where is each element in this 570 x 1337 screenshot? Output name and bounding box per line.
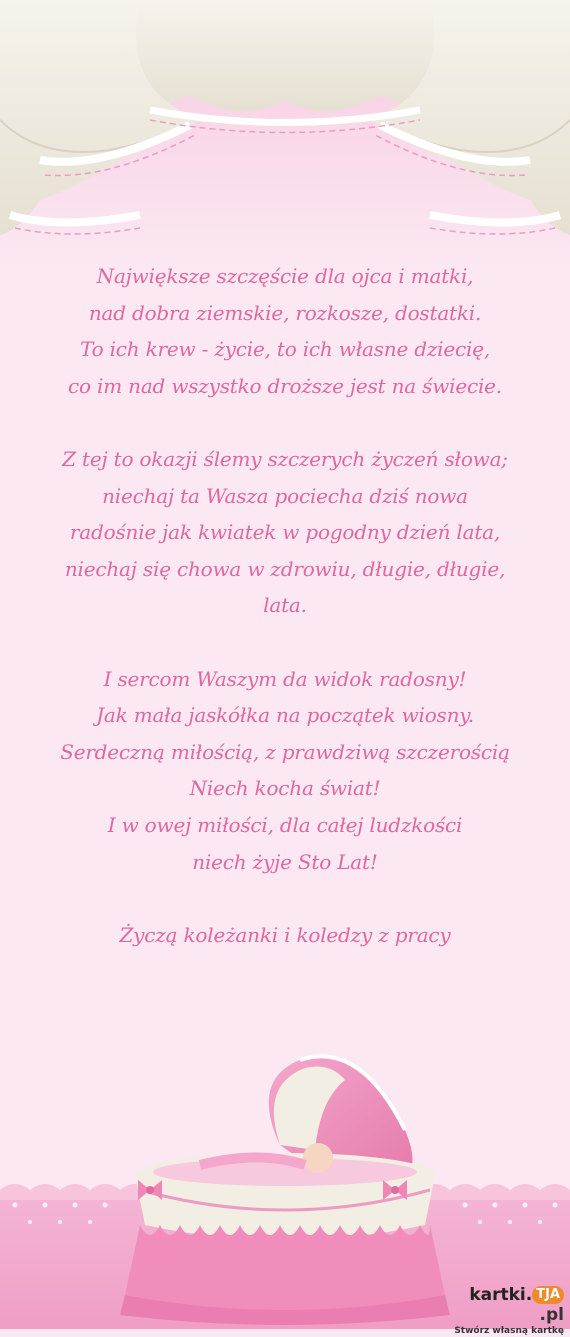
text-line: radośnie jak kwiatek w pogodny dzień lata, xyxy=(69,520,501,545)
text-line: nad dobra ziemskie, rozkosze, dostatki. xyxy=(88,300,482,325)
text-line: Jak mała jaskółka na początek wiosny. xyxy=(96,703,474,728)
greeting-text xyxy=(0,258,570,953)
brand-part-c: .pl xyxy=(539,1305,564,1325)
curtain-illustration xyxy=(0,0,570,270)
text-line: I w owej miłości, dla całej ludzkości xyxy=(107,812,463,837)
text-line: lata. xyxy=(263,593,307,618)
text-line: co im nad wszystko droższe jest na świecie. xyxy=(68,373,502,398)
text-line: Niech kocha świat! xyxy=(189,776,381,801)
text-line: Największe szczęście dla ojca i matki, xyxy=(96,264,474,288)
brand-logo[interactable] xyxy=(454,1285,564,1336)
signature-line: Życzą koleżanki i koledzy z pracy xyxy=(119,922,451,947)
brand-part-b: TJA xyxy=(532,1286,564,1304)
stanza-gap xyxy=(0,880,570,917)
brand-wordmark xyxy=(454,1285,564,1325)
text-line: I sercom Waszym da widok radosny! xyxy=(103,666,467,691)
text-line: To ich krew - życie, to ich własne dziecię, xyxy=(79,337,490,362)
brand-part-a: kartki. xyxy=(469,1285,533,1305)
text-line: niechaj ta Wasza pociecha dziś nowa xyxy=(102,483,468,508)
stanza-gap xyxy=(0,624,570,661)
stanza-gap xyxy=(0,404,570,441)
text-line: Serdeczną miłością, z prawdziwą szczerością xyxy=(60,739,510,764)
text-line: niechaj się chowa w zdrowiu, długie, długie, xyxy=(64,556,506,581)
text-line: niech żyje Sto Lat! xyxy=(192,849,378,874)
brand-tagline: Stwórz własną kartkę xyxy=(454,1326,564,1336)
text-line: Z tej to okazji ślemy szczerych życzeń słowa; xyxy=(62,446,508,471)
